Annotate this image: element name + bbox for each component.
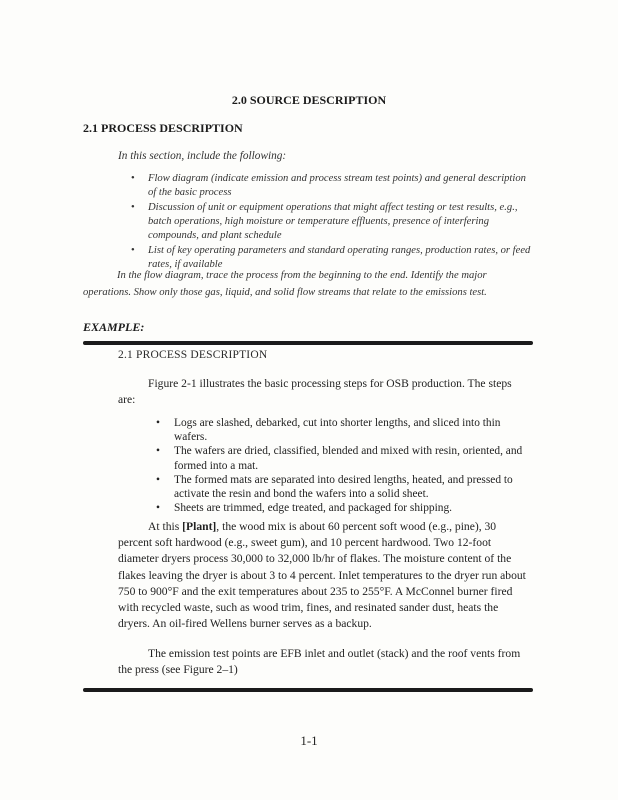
section-heading	[83, 121, 243, 136]
process-step: • Logs are slashed, debarked, cut into shorter lengths, and sliced into thin wafers.	[156, 416, 526, 444]
process-step: • The formed mats are separated into desired lengths, heated, and pressed to activate the resin and bond the wafers into a solid sheet.	[156, 473, 526, 501]
example-paragraph-2-rest: , the wood mix is about 60 percent soft wood (e.g., pine), 30 percent soft hardwood (e.g., sweet gum), and 10 percent hardwood. Two 12-foot diameter dryers process 30,000 to 32,000 lb/hr of flakes. The moisture content of the flakes leaving the dryer is about 3 to 4 percent. Inlet temperatures to the dryer run about 750 to 900°F and the exit temperatures about 235 to 255°F. A McConnel burner fired with recycled waste, such as wood trim, fines, and resinated sander dust, heats the dryers. An oil-fired Wellens burner serves as a backup.	[118, 520, 526, 631]
page-number: 1-1	[300, 733, 318, 748]
instruction-text: In the flow diagram, trace the process from the beginning to the end. Identify the major operations. Show only those gas, liquid, and solid flow streams that relate to the emissions test.	[83, 270, 487, 298]
guidance-bullet: • Discussion of unit or equipment operations that might affect testing or test results, e.g., batch operations, high moisture or temperature effluents, presence of interfering compounds, and plant schedule	[131, 201, 531, 243]
example-paragraph-1-text: Figure 2-1 illustrates the basic processing steps for OSB production. The steps are:	[118, 377, 512, 407]
example-label: EXAMPLE:	[83, 320, 145, 334]
process-step: • Sheets are trimmed, edge treated, and packaged for shipping.	[156, 501, 526, 515]
intro-text: In this section, include the following:	[118, 150, 287, 162]
page-title: 2.0 SOURCE DESCRIPTION	[231, 93, 387, 107]
example-paragraph-3-text: The emission test points are EFB inlet and outlet (stack) and the roof vents from the press (see Figure 2–1)	[118, 647, 521, 677]
guidance-bullet-list	[131, 172, 531, 273]
section-title: PROCESS DESCRIPTION	[101, 121, 243, 135]
example-bottom-rule	[83, 688, 533, 692]
instruction-paragraph	[83, 267, 533, 301]
process-step: • The wafers are dried, classified, blended and mixed with resin, oriented, and formed into a mat.	[156, 444, 526, 472]
example-paragraph-2-prefix: At this	[148, 520, 183, 533]
guidance-bullet: • List of key operating parameters and standard operating ranges, production rates, or feed rates, if available	[131, 244, 531, 272]
plant-placeholder: [Plant]	[182, 520, 217, 533]
example-top-rule	[83, 341, 533, 345]
section-number: 2.1	[83, 121, 98, 135]
example-paragraph-1	[118, 376, 528, 408]
process-steps-list	[156, 416, 526, 515]
example-paragraph-3	[118, 646, 528, 678]
example-paragraph-2	[118, 519, 528, 632]
example-section-title: 2.1 PROCESS DESCRIPTION	[118, 349, 268, 361]
guidance-bullet: • Flow diagram (indicate emission and process stream test points) and general description of the basic process	[131, 172, 531, 200]
